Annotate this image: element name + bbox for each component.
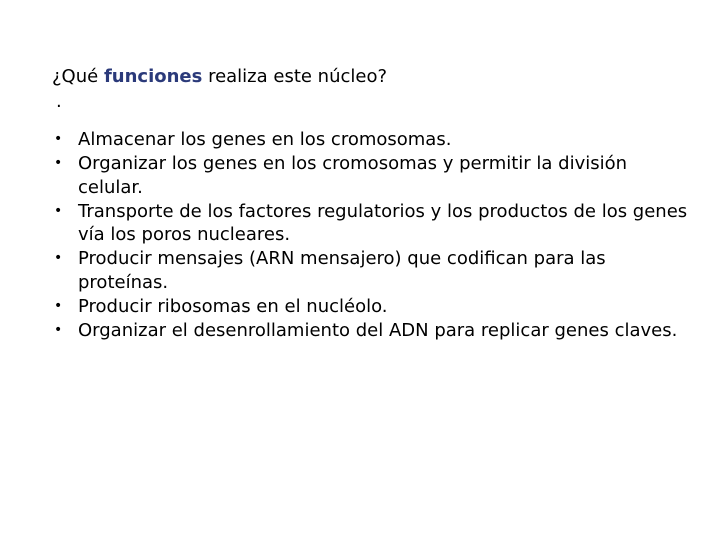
bullet-icon: • [54, 131, 63, 147]
list-item-text: Producir mensajes (ARN mensajero) que codifican para las proteínas. [78, 248, 606, 293]
list-item-text: Organizar los genes en los cromosomas y permitir la división celular. [78, 153, 628, 198]
bullet-icon: • [54, 250, 63, 266]
answer-list [52, 128, 692, 343]
question-heading [52, 64, 387, 90]
bullet-icon: • [54, 202, 63, 219]
stray-dot: . [56, 91, 62, 112]
list-item-text: Organizar el desenrollamiento del ADN para replicar genes claves. [78, 319, 678, 341]
list-item [52, 152, 692, 199]
question-suffix: realiza este núcleo? [202, 66, 388, 87]
list-item [52, 128, 692, 152]
bullet-icon: • [54, 297, 63, 314]
bullet-icon: • [54, 155, 63, 171]
bullet-icon: • [54, 321, 63, 338]
list-item-text: Transporte de los factores regulatorios y los productos de los genes vía los poros nucleares. [78, 200, 688, 245]
list-item-text: Producir ribosomas en el nucléolo. [78, 295, 388, 317]
list-item [52, 200, 692, 247]
question-highlight: funciones [103, 66, 203, 87]
list-item-text: Almacenar los genes en los cromosomas. [78, 129, 452, 150]
question-prefix: ¿Qué [52, 66, 104, 87]
list-item [52, 295, 692, 319]
list-item [52, 319, 692, 343]
list-item [52, 247, 692, 294]
